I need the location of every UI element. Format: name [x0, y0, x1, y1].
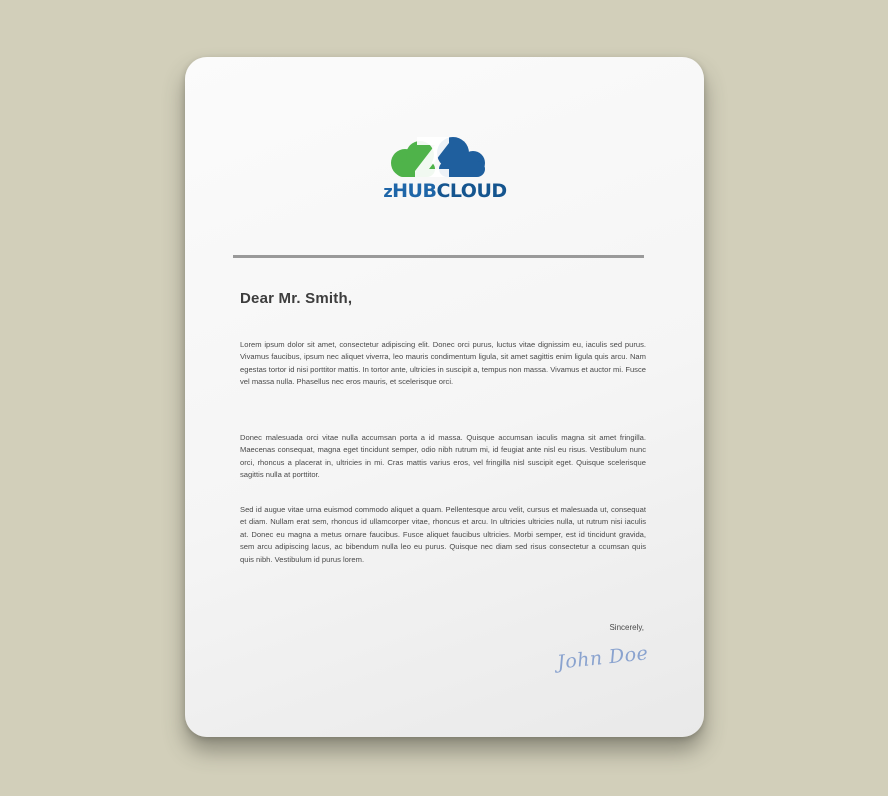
letter-page: [185, 57, 704, 737]
handwritten-signature: John Doe: [555, 642, 649, 674]
logo-text-hub: HUB: [392, 180, 437, 202]
company-logo: [375, 133, 515, 203]
logo-text-cloud: CLOUD: [436, 180, 507, 202]
letter-paragraph-3: Sed id augue vitae urna euismod commodo aliquet a quam. Pellentesque arcu velit, cursus et malesuada ut, consequat et diam. Nullam erat sem, rhoncus id ullamcorper vitae, rhoncus et arcu. In ultricies ultricies nulla, ut rutrum nisi iaculis at. Donec eu magna a metus ornare faucibus. Fusce aliquet faucibus ultricies. Morbi semper, est id tincidunt gravida, sem arcu adipiscing lacus, ac bibendum nulla leo eu purus. Quisque nec diam sed risus consectetur a ccumsan quis quis nibh. Vestibulum id purus lorem.: [240, 505, 646, 564]
letter-greeting: Dear Mr. Smith,: [240, 290, 353, 307]
letter-closing: Sincerely,: [609, 623, 644, 632]
letter-paragraph-1: Lorem ipsum dolor sit amet, consectetur adipiscing elit. Donec orci purus, luctus vitae dignissim eu, iaculis sed purus. Vivamus faucibus, ipsum nec aliquet viverra, leo mauris condimentum ligula, sit amet sagittis enim ligula quis arcu. Nam egestas tortor id nisi porttitor mattis. In tortor ante, ultricies in suscipit a, tempus non massa. Vivamus et auctor mi. Fusce vel massa nulla. Phasellus nec eros mauris, et scelerisque orci.: [240, 340, 646, 387]
header-divider: [233, 255, 644, 258]
logo-wordmark: [375, 181, 515, 202]
logo-text-z: z: [383, 182, 393, 201]
zhubcloud-logo-icon: [375, 133, 515, 183]
letter-paragraph-2: Donec malesuada orci vitae nulla accumsan porta a id massa. Quisque accumsan iaculis magna sit amet fringilla. Maecenas consequat, magna eget tincidunt semper, odio nibh rutrum mi, id feugiat ante nisl eu risus. Vestibulum nunc orci, rhoncus a placerat in, ultricies in mi. Cras mattis varius eros, vel fringilla nisl suscipit eget. Quisque scelerisque sagittis nulla at porttitor.: [240, 433, 646, 480]
